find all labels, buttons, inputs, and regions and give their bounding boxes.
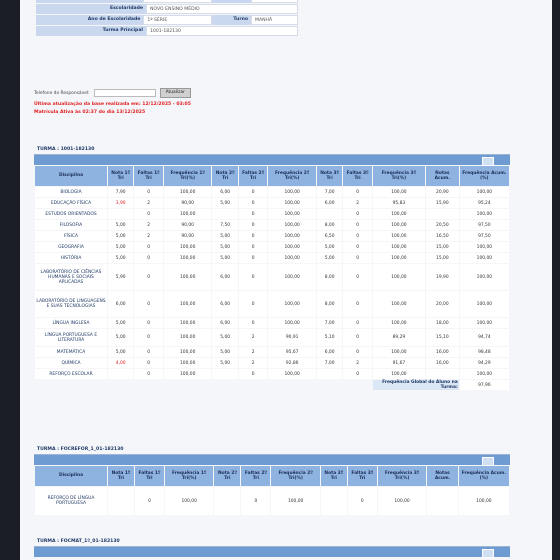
grade-cell: 97,50 — [460, 231, 509, 241]
grade-cell: 5,00 — [212, 358, 237, 368]
grade-cell: 100,00 — [164, 242, 212, 252]
grade-cell: 94,29 — [460, 358, 509, 368]
collapse-icon[interactable] — [482, 157, 494, 166]
grade-cell: 100,00 — [164, 209, 212, 219]
grade-cell: 98,48 — [460, 347, 509, 357]
info-row — [36, 0, 298, 3]
grade-cell: 6,00 — [212, 187, 237, 197]
discipline-name: GEOGRAFIA — [35, 242, 107, 252]
grade-cell: 2 — [343, 198, 372, 208]
grade-cell: 95,67 — [268, 347, 316, 357]
grade-cell: 0 — [343, 291, 372, 317]
table-row — [35, 209, 509, 219]
grade-cell: 100,00 — [164, 329, 212, 346]
grade-cell: 5,00 — [108, 242, 133, 252]
turma-header-bar — [34, 455, 510, 465]
grade-cell: 6,00 — [317, 198, 342, 208]
grade-cell: 0 — [134, 209, 163, 219]
turma-focrefor-section — [34, 446, 510, 516]
grade-cell: 100,00 — [378, 487, 426, 515]
grade-cell: 100,00 — [268, 318, 316, 328]
grade-cell: 0 — [343, 318, 372, 328]
grade-cell: 2 — [239, 329, 268, 346]
column-header: Frequência Acum.(%) — [459, 466, 509, 486]
grade-cell: 8,00 — [317, 220, 342, 230]
turma-focmat-section — [34, 538, 510, 557]
grade-cell: 0 — [343, 347, 372, 357]
grade-cell: 100,00 — [373, 242, 425, 252]
grade-cell: 0 — [239, 253, 268, 263]
grade-cell: 2 — [134, 231, 163, 241]
grade-cell: 100,00 — [373, 264, 425, 290]
table-row — [35, 318, 509, 328]
grade-cell: 90,00 — [164, 231, 212, 241]
grade-cell: 0 — [343, 209, 372, 219]
grade-cell: 16,00 — [426, 358, 459, 368]
grade-cell: 100,00 — [268, 209, 316, 219]
column-header: Faltas 3º Tri — [343, 166, 372, 186]
column-header: Disciplina — [35, 466, 107, 486]
grade-cell: 94,74 — [460, 329, 509, 346]
info-row — [36, 4, 298, 14]
grade-cell: 5,00 — [108, 329, 133, 346]
grade-cell: 5,00 — [212, 329, 237, 346]
grade-cell: 100,00 — [164, 318, 212, 328]
column-header: Disciplina — [35, 166, 107, 186]
grade-cell: 100,00 — [268, 220, 316, 230]
grade-cell: 18,00 — [426, 318, 459, 328]
grade-cell: 0 — [239, 220, 268, 230]
column-header: Notas Acum. — [427, 466, 457, 486]
grade-cell: 100,00 — [268, 291, 316, 317]
grade-cell: 0 — [134, 187, 163, 197]
grade-cell: 5,00 — [108, 318, 133, 328]
grade-cell: 5,00 — [212, 231, 237, 241]
grade-cell: 15,00 — [426, 253, 459, 263]
grade-cell: 0 — [343, 369, 372, 379]
responsavel-label: Telefone do Responsável: — [34, 90, 90, 96]
info-row — [36, 26, 298, 36]
table-row — [35, 231, 509, 241]
grade-cell: 5,00 — [212, 253, 237, 263]
turma-title: TURMA : 1001-182130 — [34, 146, 510, 155]
column-header: Faltas 1º Tri — [135, 466, 164, 486]
table-row — [35, 187, 509, 197]
info-value: NOVO ENSINO MÉDIO — [146, 4, 298, 14]
grade-cell: 100,00 — [373, 187, 425, 197]
grade-cell: 90,91 — [268, 329, 316, 346]
grade-cell: 2 — [134, 220, 163, 230]
table-row — [35, 198, 509, 208]
grade-cell: 7,00 — [317, 358, 342, 368]
grade-cell — [426, 209, 459, 219]
grade-cell: 100,00 — [373, 231, 425, 241]
grade-cell: 100,00 — [268, 231, 316, 241]
info-label: Ano de Escolaridade — [36, 15, 143, 25]
discipline-name: QUÍMICA — [35, 358, 107, 368]
grade-cell: 0 — [134, 318, 163, 328]
discipline-name: REFORÇO ESCOLAR — [35, 369, 107, 379]
turma-header-bar — [34, 547, 510, 557]
column-header: Faltas 2º Tri — [239, 166, 268, 186]
column-header: Notas Acum. — [426, 166, 459, 186]
grade-cell: 16,00 — [426, 347, 459, 357]
grade-cell: 100,00 — [373, 291, 425, 317]
atualizar-button[interactable]: Atualizar — [160, 88, 191, 98]
grade-cell: 2 — [239, 347, 268, 357]
grade-cell: 6,00 — [212, 264, 237, 290]
grade-cell: 6,00 — [212, 291, 237, 317]
discipline-name: ESTUDOS ORIENTADOS — [35, 209, 107, 219]
column-header: Nota 1º Tri — [108, 166, 133, 186]
grade-cell: 5,10 — [317, 329, 342, 346]
grade-cell — [214, 487, 240, 515]
column-header: Frequência 3º Tri(%) — [373, 166, 425, 186]
grade-cell: 0 — [239, 242, 268, 252]
grade-cell: 100,00 — [164, 358, 212, 368]
grade-cell: 100,00 — [271, 487, 319, 515]
grade-cell: 0 — [134, 329, 163, 346]
grade-cell: 5,00 — [108, 220, 133, 230]
column-header: Frequência 2º Tri(%) — [271, 466, 319, 486]
grade-cell: 0 — [241, 487, 270, 515]
column-header: Frequência 2º Tri(%) — [268, 166, 316, 186]
grade-cell: 0 — [134, 358, 163, 368]
collapse-icon[interactable] — [482, 549, 494, 558]
grade-cell: 16,50 — [426, 231, 459, 241]
grade-cell: 0 — [135, 487, 164, 515]
table-row — [35, 369, 509, 379]
grade-cell: 100,00 — [373, 220, 425, 230]
discipline-name: BIOLOGIA — [35, 187, 107, 197]
turma-title: TURMA : FOCMAT_1º_01-182130 — [34, 538, 510, 547]
info-value: MANHÃ — [251, 15, 298, 25]
grade-cell: 100,00 — [373, 347, 425, 357]
grade-cell: 0 — [239, 318, 268, 328]
grade-cell: 5,00 — [317, 242, 342, 252]
grade-cell: 100,00 — [460, 242, 509, 252]
grade-cell: 100,00 — [164, 253, 212, 263]
grade-cell: 4,00 — [108, 358, 133, 368]
column-header: Frequência Acum.(%) — [460, 166, 509, 186]
discipline-name: LABORATÓRIO DE CIÊNCIAS HUMANAS E SOCIAIS APLICADAS — [35, 264, 107, 290]
footer-spacer — [35, 380, 372, 390]
grade-cell: 100,00 — [164, 369, 212, 379]
table-row — [35, 242, 509, 252]
grade-cell: 100,00 — [268, 264, 316, 290]
grade-cell: 6,50 — [317, 231, 342, 241]
grade-cell: 100,00 — [373, 209, 425, 219]
table-row — [35, 347, 509, 357]
grade-cell: 0 — [348, 487, 377, 515]
grade-cell: 100,00 — [268, 198, 316, 208]
grade-cell: 0 — [134, 347, 163, 357]
grade-cell: 89,29 — [373, 329, 425, 346]
grade-cell: 90,00 — [164, 198, 212, 208]
discipline-name: FÍSICA — [35, 231, 107, 241]
grade-cell: 8,00 — [317, 291, 342, 317]
grade-cell: 95,24 — [460, 198, 509, 208]
grade-cell: 0 — [239, 231, 268, 241]
grade-cell: 19,90 — [426, 264, 459, 290]
grade-cell: 15,10 — [426, 329, 459, 346]
grade-cell: 0 — [239, 369, 268, 379]
grade-cell: 100,00 — [460, 264, 509, 290]
grade-cell: 100,00 — [460, 253, 509, 263]
grade-cell: 0 — [239, 198, 268, 208]
grade-cell: 8,00 — [317, 264, 342, 290]
global-frequency-label: Frequência Global do Aluno na Turma: — [373, 380, 459, 390]
discipline-name: MATEMÁTICA — [35, 347, 107, 357]
table-row — [35, 487, 509, 515]
grade-cell: 100,00 — [373, 318, 425, 328]
grade-cell: 5,00 — [317, 253, 342, 263]
grade-cell: 6,00 — [108, 291, 133, 317]
grade-cell: 100,00 — [164, 187, 212, 197]
grade-cell — [427, 487, 457, 515]
table-row — [35, 291, 509, 317]
grade-cell: 0 — [343, 231, 372, 241]
collapse-icon[interactable] — [482, 457, 494, 466]
column-header: Faltas 3º Tri — [348, 466, 377, 486]
info-value — [143, 0, 211, 3]
grade-cell: 0 — [134, 264, 163, 290]
responsavel-phone-input[interactable] — [94, 89, 156, 97]
grade-cell: 5,00 — [108, 231, 133, 241]
grade-cell: 90,00 — [164, 220, 212, 230]
table-row — [35, 253, 509, 263]
grade-cell: 0 — [134, 242, 163, 252]
grade-cell: 97,50 — [460, 220, 509, 230]
grade-cell: 6,00 — [212, 318, 237, 328]
grade-cell: 5,00 — [108, 253, 133, 263]
grade-cell: 100,00 — [268, 187, 316, 197]
turma-title: TURMA : FOCREFOR_1_01-182130 — [34, 446, 510, 455]
info-value: 1001-182130 — [146, 26, 298, 36]
table-row — [35, 220, 509, 230]
info-label: Escolaridade — [36, 4, 146, 14]
grade-cell: 91,67 — [373, 358, 425, 368]
info-value — [251, 0, 298, 3]
column-header: Frequência 3º Tri(%) — [378, 466, 426, 486]
column-header: Frequência 1º Tri(%) — [165, 466, 213, 486]
column-header: Nota 2º Tri — [212, 166, 237, 186]
grade-cell: 20,50 — [426, 220, 459, 230]
grade-cell: 0 — [134, 369, 163, 379]
grade-cell: 20,90 — [426, 187, 459, 197]
grade-cell — [108, 487, 134, 515]
grade-cell: 0 — [343, 220, 372, 230]
grade-cell: 100,00 — [373, 369, 425, 379]
info-label: Turma Principal — [36, 26, 146, 36]
grade-cell — [212, 209, 237, 219]
global-frequency-value: 97,96 — [460, 380, 509, 390]
grade-cell: 0 — [239, 291, 268, 317]
column-header: Nota 3º Tri — [317, 166, 342, 186]
grade-cell — [108, 209, 133, 219]
column-header: Nota 1º Tri — [108, 466, 134, 486]
grade-cell — [317, 369, 342, 379]
grade-cell: 100,00 — [460, 291, 509, 317]
grade-cell: 0 — [343, 329, 372, 346]
table-row — [35, 358, 509, 368]
grade-cell: 7,00 — [317, 187, 342, 197]
grade-cell: 7,00 — [317, 318, 342, 328]
grade-cell: 2 — [239, 358, 268, 368]
grades-table — [34, 465, 510, 516]
discipline-name: REFORÇO DE LÍNGUA PORTUGUESA — [35, 487, 107, 515]
grade-cell: 100,00 — [268, 242, 316, 252]
grade-cell: 15,00 — [426, 242, 459, 252]
grade-cell: 5,00 — [212, 242, 237, 252]
grade-cell: 2 — [343, 358, 372, 368]
grade-cell: 7,90 — [108, 187, 133, 197]
grade-cell — [321, 487, 347, 515]
grade-cell: 7,50 — [212, 220, 237, 230]
student-info-panel — [36, 0, 298, 37]
grade-cell: 0 — [343, 242, 372, 252]
turma-1001-section — [34, 146, 510, 391]
column-header: Nota 3º Tri — [321, 466, 347, 486]
table-row — [35, 329, 509, 346]
grade-cell: 3,90 — [108, 198, 133, 208]
grade-cell — [212, 369, 237, 379]
last-update-warning: Última atualização da base realizada em: 12/12/2025 - 03:05 — [34, 102, 191, 107]
discipline-name: LÍNGUA INGLESA — [35, 318, 107, 328]
matricula-warning: Matrícula Ativa às 02:37 do dia 13/12/2025 — [34, 110, 146, 115]
grade-cell: 6,00 — [317, 347, 342, 357]
grade-cell: 5,00 — [212, 347, 237, 357]
grade-cell: 5,00 — [108, 347, 133, 357]
grade-cell: 0 — [134, 291, 163, 317]
grade-cell: 0 — [343, 264, 372, 290]
grade-cell: 100,00 — [373, 253, 425, 263]
grade-cell: 0 — [134, 253, 163, 263]
grade-cell: 100,00 — [268, 369, 316, 379]
info-label — [212, 0, 251, 3]
column-header: Faltas 1º Tri — [134, 166, 163, 186]
discipline-name: LABORATÓRIO DE LINGUAGENS E SUAS TECNOLOGIAS — [35, 291, 107, 317]
grade-cell: 0 — [343, 253, 372, 263]
grade-cell: 100,00 — [460, 369, 509, 379]
grade-cell: 100,00 — [460, 318, 509, 328]
discipline-name: LÍNGUA PORTUGUESA E LITERATURA — [35, 329, 107, 346]
grade-cell: 15,90 — [426, 198, 459, 208]
table-row — [35, 264, 509, 290]
discipline-name: HISTÓRIA — [35, 253, 107, 263]
column-header: Frequência 1º Tri(%) — [164, 166, 212, 186]
grade-cell: 2 — [134, 198, 163, 208]
grade-cell: 100,00 — [164, 291, 212, 317]
discipline-name: FILOSOFIA — [35, 220, 107, 230]
info-label: Turno — [212, 15, 251, 25]
boletim-page — [20, 0, 552, 560]
grade-cell: 0 — [239, 264, 268, 290]
grade-cell: 92,86 — [268, 358, 316, 368]
info-row — [36, 15, 298, 25]
responsavel-row — [34, 88, 191, 98]
grade-cell: 5,00 — [212, 198, 237, 208]
grade-cell: 100,00 — [459, 487, 509, 515]
grade-cell: 100,00 — [164, 347, 212, 357]
grade-cell — [317, 209, 342, 219]
grade-cell: 100,00 — [165, 487, 213, 515]
grade-cell — [108, 369, 133, 379]
column-header: Faltas 2º Tri — [241, 466, 270, 486]
grade-cell: 100,00 — [460, 187, 509, 197]
grade-cell: 0 — [239, 209, 268, 219]
info-label — [36, 0, 143, 3]
discipline-name: EDUCAÇÃO FÍSICA — [35, 198, 107, 208]
grade-cell: 95,83 — [373, 198, 425, 208]
grade-cell: 100,00 — [268, 253, 316, 263]
grade-cell: 20,00 — [426, 291, 459, 317]
grade-cell: 5,90 — [108, 264, 133, 290]
info-value: 1ª SÉRIE — [143, 15, 211, 25]
grade-cell: 100,00 — [460, 209, 509, 219]
grade-cell: 100,00 — [164, 264, 212, 290]
turma-header-bar — [34, 155, 510, 165]
grade-cell: 0 — [343, 187, 372, 197]
grade-cell — [426, 369, 459, 379]
column-header: Nota 2º Tri — [214, 466, 240, 486]
grades-table — [34, 165, 510, 391]
grade-cell: 0 — [239, 187, 268, 197]
